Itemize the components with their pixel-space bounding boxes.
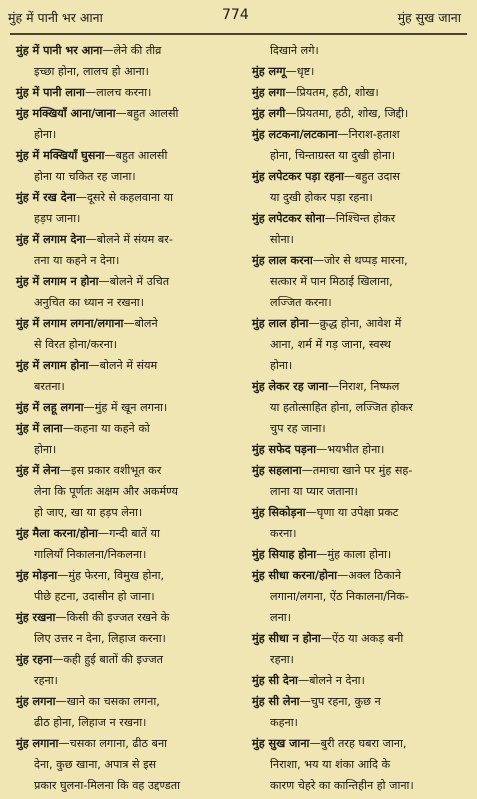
entry-first-line xyxy=(16,229,236,250)
entry-first-line xyxy=(16,187,236,208)
entry-headword: मुंह लगा xyxy=(252,86,286,99)
entry-headword: मुंह में पानी लाना xyxy=(16,86,85,99)
entry-headword: मुंह में लाना xyxy=(16,422,63,435)
entry-first-line xyxy=(16,607,236,628)
entry-first-line xyxy=(252,544,464,565)
entry-headword: मुंह लगी xyxy=(252,107,286,120)
page-header xyxy=(0,0,477,30)
entry-first-line xyxy=(252,61,464,82)
entry-definition: —भयभीत होना। xyxy=(316,443,385,456)
entry-continuation: तना या कहने न देना। xyxy=(34,254,120,267)
entry-headword: मुंह लेकर रह जाना xyxy=(252,380,328,393)
entry-first-line xyxy=(252,439,464,460)
dictionary-entry xyxy=(16,733,236,796)
entry-definition: —गन्दी बातें या xyxy=(97,527,160,540)
entry-continuation: हो जाए, खा या हड़प लेना। xyxy=(34,506,143,519)
entry-headword: मुंह लगना xyxy=(16,695,56,708)
entry-headword: मुंह सीधा न होना xyxy=(252,632,321,645)
entry-first-line xyxy=(252,733,464,754)
entry-definition: —निराश, निष्फल xyxy=(327,380,400,393)
entry-continuation: सोना। xyxy=(270,233,294,246)
entry-definition: —धृष्ट। xyxy=(285,65,315,78)
entry-continuation: या हतोत्साहित होना, लज्जित होकर xyxy=(270,401,413,414)
entry-first-line xyxy=(252,103,464,124)
entry-continuation: लाना या प्यार जताना। xyxy=(270,485,358,498)
entry-first-line xyxy=(16,691,236,712)
entry-definition: —निश्चिन्त होकर xyxy=(324,212,396,225)
entry-definition: —मुंह में खून लगना। xyxy=(83,401,168,414)
dictionary-entry xyxy=(252,40,464,61)
dictionary-entry xyxy=(252,208,464,250)
entry-headword: मुंह सी देना xyxy=(252,674,298,687)
dictionary-entry xyxy=(252,61,464,82)
entry-continuation: चुप रह जाना। xyxy=(270,422,326,435)
entry-definition: —घृणा या उपेक्षा प्रकट xyxy=(305,506,399,519)
entry-definition: —बोलने न देना। xyxy=(297,674,365,687)
entry-definition: —बहुत आलसी xyxy=(115,107,179,120)
dictionary-entry xyxy=(252,460,464,502)
dictionary-entry xyxy=(252,691,464,733)
entry-continuation: होना। xyxy=(270,359,293,372)
dictionary-entry xyxy=(16,40,236,82)
entry-definition: —बहुत उदास xyxy=(343,170,400,183)
entry-definition: —बोलने xyxy=(123,317,158,330)
entry-definition: —बहुत आलसी xyxy=(104,149,168,162)
entry-definition: —किसी की इज्जत रखने के xyxy=(55,611,170,624)
dictionary-entry xyxy=(252,565,464,628)
entry-headword: मुंह रखना xyxy=(16,611,56,624)
entry-headword: मुंह लगाना xyxy=(16,737,59,750)
entry-headword: मुंह में लहू लगना xyxy=(16,401,84,414)
entry-headword: मुंह सीधा करना/होना xyxy=(252,569,337,582)
dictionary-entry xyxy=(252,103,464,124)
entry-headword: मुंह लटकना/लटकाना xyxy=(252,128,338,141)
entry-continuation: लना। xyxy=(270,611,291,624)
entry-continuation: लिए उत्तर न देना, लिहाज करना। xyxy=(34,632,166,645)
entry-definition: —इस प्रकार वशीभूत कर xyxy=(59,464,162,477)
entry-continuation: प्रकार घुलना-मिलना कि वह उद्दण्डता xyxy=(34,779,181,792)
entry-continuation: हड़प जाना। xyxy=(34,212,81,225)
entry-definition: —लेने की तीव्र xyxy=(102,44,162,57)
entry-headword: मुंह लग्गू xyxy=(252,65,286,78)
dictionary-entry xyxy=(252,124,464,166)
entry-headword: मुंह लपेटकर सोना xyxy=(252,212,325,225)
entry-headword: मुंह में लगाम देना xyxy=(16,233,86,246)
entry-definition: —कहना या कहने को xyxy=(62,422,150,435)
entry-first-line xyxy=(16,313,236,334)
dictionary-entry xyxy=(16,418,236,460)
left-column xyxy=(16,40,236,796)
entry-continuation: रहना। xyxy=(270,653,294,666)
entry-headword: मुंह सफेद पड़ना xyxy=(252,443,316,456)
dictionary-entry xyxy=(16,355,236,397)
entry-continuation: अनुचित का ध्यान न रखना। xyxy=(34,296,144,309)
entry-headword: मुंह मैला करना/होना xyxy=(16,527,98,540)
entry-continuation: देना, कुछ खाना, अपात्र से इस xyxy=(34,758,157,771)
dictionary-entry xyxy=(252,544,464,565)
entry-definition: —निराश-हताश xyxy=(337,128,400,141)
entry-headword: मुंह लाल करना xyxy=(252,254,313,267)
entry-definition: —क्रुद्ध होना, आवेश में xyxy=(308,317,402,330)
entry-first-line xyxy=(252,166,464,187)
entry-continuation: से विरत होना/करना। xyxy=(34,338,117,351)
header-left-guideword: मुंह में पानी भर आना xyxy=(8,10,103,25)
entry-headword: मुंह में लगाम न होना xyxy=(16,275,99,288)
dictionary-entry xyxy=(16,607,236,649)
dictionary-entry xyxy=(16,103,236,145)
entry-first-line xyxy=(16,82,236,103)
entry-definition: —लालच करना। xyxy=(84,86,152,99)
entry-headword: मुंह लाल होना xyxy=(252,317,309,330)
entry-definition: —तमाचा खाने पर मुंह सह- xyxy=(301,464,413,477)
header-rule xyxy=(10,33,467,35)
entry-definition: —दूसरे से कहलवाना या xyxy=(75,191,174,204)
entry-first-line xyxy=(16,523,236,544)
entry-first-line xyxy=(16,271,236,292)
entry-continuation: निराशा, भय या शंका आदि के xyxy=(270,758,391,771)
entry-continuation: होना या चकित रह जाना। xyxy=(34,170,136,183)
entry-continuation: सत्कार में पान मिठाई खिलाना, xyxy=(270,275,393,288)
dictionary-entry xyxy=(252,439,464,460)
entry-headword: मुंह में पानी भर आना xyxy=(16,44,103,57)
dictionary-entry xyxy=(252,313,464,376)
entry-definition: —ऐंठ या अकड़ बनी xyxy=(320,632,404,645)
entry-first-line xyxy=(16,355,236,376)
dictionary-entry xyxy=(252,250,464,313)
entry-first-line xyxy=(16,565,236,586)
entry-first-line xyxy=(252,628,464,649)
dictionary-entry xyxy=(16,565,236,607)
entry-headword: मुंह मक्खियाँ आना/जाना xyxy=(16,107,116,120)
entry-continuation: होना। xyxy=(34,128,57,141)
entry-headword: मुंह में रख देना xyxy=(16,191,76,204)
entry-continuation: आना, शर्म में गड़ जाना, स्वस्थ xyxy=(270,338,391,351)
entry-continuation: लगाना/लगना, ऐंठ निकालना/निक- xyxy=(270,590,409,603)
entry-definition: —बोलने में उचित xyxy=(98,275,170,288)
entry-headword: मुंह सहलाना xyxy=(252,464,302,477)
entry-definition: —मुंह फेरना, विमुख होना, xyxy=(57,569,165,582)
entry-headword: मुंह में मक्खियाँ घुसना xyxy=(16,149,105,162)
entry-first-line xyxy=(252,691,464,712)
dictionary-entry xyxy=(16,271,236,313)
entry-continuation: इच्छा होना, लालच हो आना। xyxy=(34,65,149,78)
entry-headword: मुंह लपेटकर पड़ा रहना xyxy=(252,170,344,183)
entry-headword: मुंह रहना xyxy=(16,653,53,666)
entry-continuation: होना। xyxy=(34,443,57,456)
entry-headword: मुंह सुख जाना xyxy=(252,737,310,750)
entry-headword: मुंह मोड़ना xyxy=(16,569,58,582)
entry-continuation: होना, चिन्ताग्रस्त या दुखी होना। xyxy=(270,149,396,162)
dictionary-entry xyxy=(252,733,464,796)
header-right-guideword: मुंह सुख जाना xyxy=(397,10,461,25)
entry-continuation: कहना। xyxy=(270,716,298,729)
entry-first-line xyxy=(252,502,464,523)
dictionary-entry xyxy=(16,229,236,271)
entry-headword: मुंह सियाह होना xyxy=(252,548,317,561)
dictionary-entry xyxy=(16,691,236,733)
entry-first-line xyxy=(252,376,464,397)
entry-continuation: या दुखी होकर पड़ा रहना। xyxy=(270,191,373,204)
entry-definition: —खाने का चसका लगना, xyxy=(55,695,160,708)
entry-continuation: करना। xyxy=(270,527,297,540)
entry-continuation: दिखाने लगे। xyxy=(270,44,319,57)
entry-first-line xyxy=(16,649,236,670)
entry-first-line xyxy=(16,733,236,754)
dictionary-entry xyxy=(16,145,236,187)
entry-first-line xyxy=(16,103,236,124)
entry-first-line xyxy=(16,397,236,418)
dictionary-entry xyxy=(16,187,236,229)
entry-first-line xyxy=(252,124,464,145)
entry-continuation: पीछे हटना, उदासीन हो जाना। xyxy=(34,590,155,603)
dictionary-entry xyxy=(16,523,236,565)
entry-definition: —चसका लगाना, ढीठ बना xyxy=(58,737,168,750)
dictionary-entry xyxy=(16,82,236,103)
entry-headword: मुंह में लेना xyxy=(16,464,60,477)
entry-definition: —बोलने में संयम xyxy=(88,359,158,372)
entry-continuation: रहना। xyxy=(34,674,58,687)
entry-continuation: गालियाँ निकालना/निकलना। xyxy=(34,548,147,561)
entry-definition: —बुरी तरह घबरा जाना, xyxy=(309,737,407,750)
entry-first-line xyxy=(16,40,236,61)
dictionary-entry xyxy=(252,376,464,439)
entry-first-line xyxy=(252,460,464,481)
dictionary-entry xyxy=(16,460,236,523)
entry-definition: —अक्ल ठिकाने xyxy=(336,569,402,582)
dictionary-entry xyxy=(252,670,464,691)
dictionary-entry xyxy=(252,166,464,208)
entry-continuation: ढीठ होना, लिहाज न रखना। xyxy=(34,716,147,729)
page-number: 774 xyxy=(222,7,249,23)
entry-continuation: कारण चेहरे का कान्तिहीन हो जाना। xyxy=(270,779,414,792)
entry-definition: —प्रियतम, हठी, शोख। xyxy=(285,86,379,99)
entry-first-line xyxy=(16,145,236,166)
entry-first-line xyxy=(252,313,464,334)
entry-headword: मुंह सिकोड़ना xyxy=(252,506,306,519)
right-column xyxy=(252,40,464,796)
entry-first-line xyxy=(16,418,236,439)
entry-continuation: बरतना। xyxy=(34,380,65,393)
dictionary-entry xyxy=(16,397,236,418)
entry-first-line xyxy=(252,208,464,229)
entry-first-line xyxy=(16,460,236,481)
entry-definition: —मुंह काला होना। xyxy=(316,548,392,561)
entry-definition: —कही हुई बातों की इज्जत xyxy=(52,653,164,666)
dictionary-entry xyxy=(252,502,464,544)
entry-first-line xyxy=(252,670,464,691)
entry-definition: —जोर से थप्पड़ मारना, xyxy=(312,254,408,267)
entry-headword: मुंह में लगाम होना xyxy=(16,359,89,372)
entry-definition: —प्रियतमा, हठी, शोख, जिद्दी। xyxy=(285,107,409,120)
entry-first-line xyxy=(252,250,464,271)
dictionary-entry xyxy=(252,628,464,670)
entry-continuation: लज्जित करना। xyxy=(270,296,332,309)
entry-first-line xyxy=(252,565,464,586)
dictionary-entry xyxy=(252,82,464,103)
entry-first-line xyxy=(252,82,464,103)
entry-headword: मुंह में लगाम लगना/लगाना xyxy=(16,317,124,330)
entry-continuation: लेना कि पूर्णतः अक्षम और अकर्मण्य xyxy=(34,485,178,498)
dictionary-entry xyxy=(16,649,236,691)
entry-definition: —चुप रहना, कुछ न xyxy=(299,695,381,708)
dictionary-entry xyxy=(16,313,236,355)
entry-headword: मुंह सी लेना xyxy=(252,695,300,708)
entry-definition: —बोलने में संयम बर- xyxy=(85,233,173,246)
